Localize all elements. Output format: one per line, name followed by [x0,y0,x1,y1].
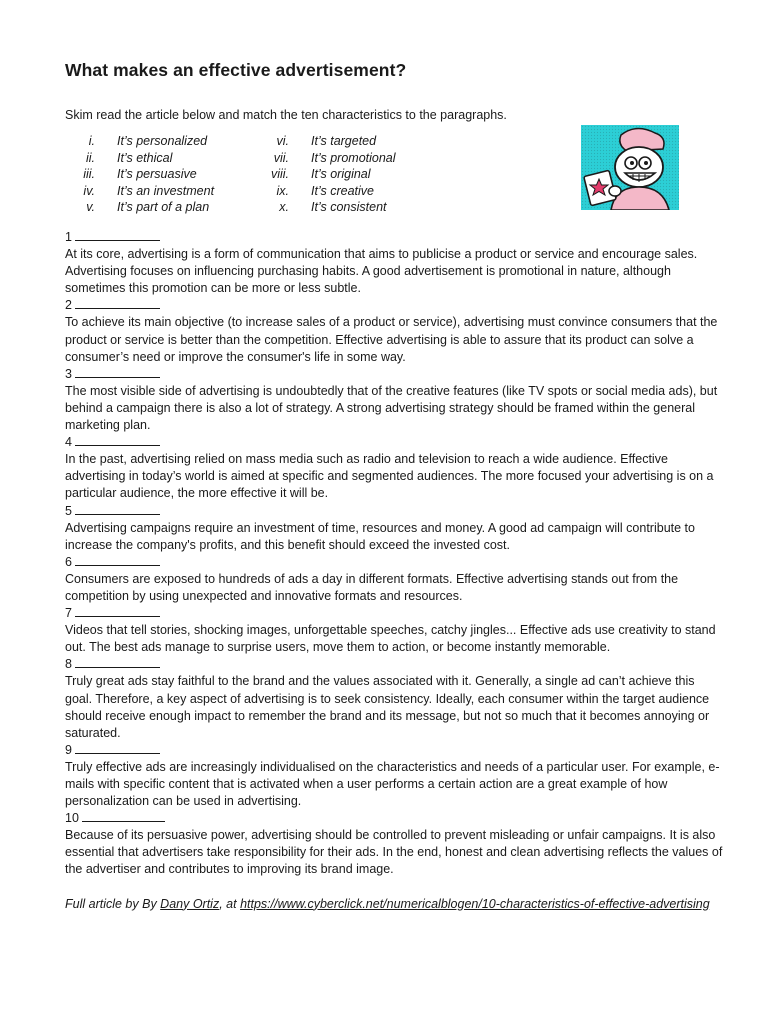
characteristic-item [259,133,396,150]
paragraph-number: 9 [65,742,72,757]
page-title: What makes an effective advertisement? [65,60,407,80]
characteristic-text: It’s consistent [311,200,387,215]
paragraph-answer-blank[interactable] [65,297,725,314]
characteristic-text: It’s personalized [117,134,208,148]
characteristic-item [259,183,396,200]
answer-line[interactable] [75,742,160,754]
paragraph-answer-blank[interactable] [65,656,725,673]
characteristic-item [259,199,396,216]
paragraph-number: 1 [65,230,72,244]
characteristic-text: It’s part of a plan [117,200,210,215]
answer-line[interactable] [82,810,165,822]
characteristic-numeral: vi. [276,134,289,148]
answer-line[interactable] [75,503,160,515]
characteristics-left-column [65,133,214,216]
paragraph-number: 6 [65,554,72,569]
characteristic-item [65,199,214,216]
answer-line[interactable] [75,229,160,241]
characteristic-numeral: iv. [83,183,95,198]
paragraph-text: Consumers are exposed to hundreds of ads a day in different formats. Effective advertising stands out from the competition by using unexpected and innovative formats and resources. [65,571,679,603]
characteristic-numeral: x. [279,200,289,215]
paragraph-answer-blank[interactable] [65,742,725,759]
answer-line[interactable] [75,656,160,668]
paragraph-answer-blank[interactable] [65,503,725,520]
paragraph-text: Videos that tell stories, shocking images, unforgettable speeches, catchy jingles... Effective ads use creativity to stand out. The best ads manage to surprise users, move them to action, or become instantly memorable. [65,623,716,655]
paragraph-text: Truly effective ads are increasingly individualised on the characteristics and needs of a particular user. For example, e-mails with specific content that is activated when a user performs a certain action are a great example of how personalization can be used in advertising. [65,759,720,809]
characteristic-item [65,166,214,183]
characteristic-numeral: ii. [85,150,95,165]
source-url-link[interactable]: https://www.cyberclick.net/numericalblogen/10-characteristics-of-effective-advertising [240,896,710,911]
characteristic-item [259,150,396,167]
instructions: Skim read the article below and match the ten characteristics to the paragraphs. [65,108,507,122]
characteristic-item [65,150,214,167]
paragraph-text: Truly great ads stay faithful to the brand and the values associated with it. Generally, a single ad can’t achieve this goal. Therefore, a key aspect of advertising is to seek consistency. Ideally, each consumer within the target audience should receive enough impact to remember the brand and its message, but not so much that it becomes annoying or saturated. [65,674,710,740]
characteristics-right-column [259,133,396,216]
paragraph-number: 8 [65,657,72,672]
cartoon-advertiser-icon [581,125,679,210]
paragraph-text: Because of its persuasive power, advertising should be controlled to prevent misleading or unfair campaigns. It is also essential that advertisers take responsibility for their ads. In the end, honest and clean advertising reflects the values of the advertiser and contributes to improving its brand image. [65,828,723,877]
characteristic-numeral: i. [88,134,95,148]
characteristic-numeral: viii. [270,167,289,182]
characteristic-item [259,166,396,183]
characteristic-text: It’s original [311,167,371,182]
paragraph-answer-blank[interactable] [65,434,725,451]
characteristic-numeral: iii. [83,167,95,182]
credit-middle: , at [219,896,241,911]
author-link[interactable]: Dany Ortiz [160,896,220,911]
article-paragraphs [65,229,725,879]
worksheet-page [65,60,725,913]
characteristic-text: It’s an investment [117,183,215,198]
paragraph-answer-blank[interactable] [65,810,725,827]
paragraph-answer-blank[interactable] [65,229,725,246]
paragraph-answer-blank[interactable] [65,554,725,571]
characteristic-text: It’s creative [311,183,374,198]
paragraph-number: 4 [65,435,72,450]
characteristic-item [65,133,214,150]
characteristic-item [65,183,214,200]
paragraph-number: 7 [65,606,72,621]
paragraph-text: Advertising campaigns require an investment of time, resources and money. A good ad campaign will contribute to increase the company's profits, and this benefit should exceed the invested cost. [65,520,695,552]
characteristics-list [65,133,725,217]
answer-line[interactable] [75,554,160,566]
characteristic-text: It’s persuasive [117,167,197,182]
paragraph-number: 5 [65,503,72,518]
answer-line[interactable] [75,366,160,378]
characteristic-numeral: v. [86,200,95,215]
characteristic-numeral: ix. [276,183,289,198]
paragraph-text: At its core, advertising is a form of communication that aims to publicise a product or service and encourage sales. Advertising focuses on influencing purchasing habits. A good advertisement is promotional in nature, although sometimes this promotion can be more or less subtle. [65,247,698,296]
paragraph-text: In the past, advertising relied on mass media such as radio and television to reach a wide audience. Effective advertising in today’s world is aimed at specific and segmented audiences. The more focused your advertising is on a particular audience, the more effective it will be. [65,452,714,501]
article-credit [65,896,725,913]
answer-line[interactable] [75,297,160,309]
paragraph-number: 3 [65,366,72,381]
characteristic-text: It’s ethical [117,150,173,165]
answer-line[interactable] [75,434,160,446]
characteristic-text: It’s promotional [311,150,396,165]
paragraph-answer-blank[interactable] [65,366,725,383]
credit-prefix: Full article by By [65,896,161,911]
characteristic-numeral: vii. [273,150,289,165]
paragraph-text: To achieve its main objective (to increase sales of a product or service), advertising must convince consumers that the product or service is better than the competition. Effective advertising is able to assure that its product can solve a consumer’s need or improve the consumer's life in some way. [65,315,718,364]
paragraph-number: 10 [65,811,79,826]
characteristic-text: It’s targeted [311,134,377,148]
paragraph-answer-blank[interactable] [65,605,725,622]
paragraph-number: 2 [65,298,72,313]
paragraph-text: The most visible side of advertising is undoubtedly that of the creative features (like TV spots or social media ads), but behind a campaign there is also a lot of strategy. A strong advertising strategy should be framed within the general marketing plan. [65,383,718,433]
answer-line[interactable] [75,605,160,617]
